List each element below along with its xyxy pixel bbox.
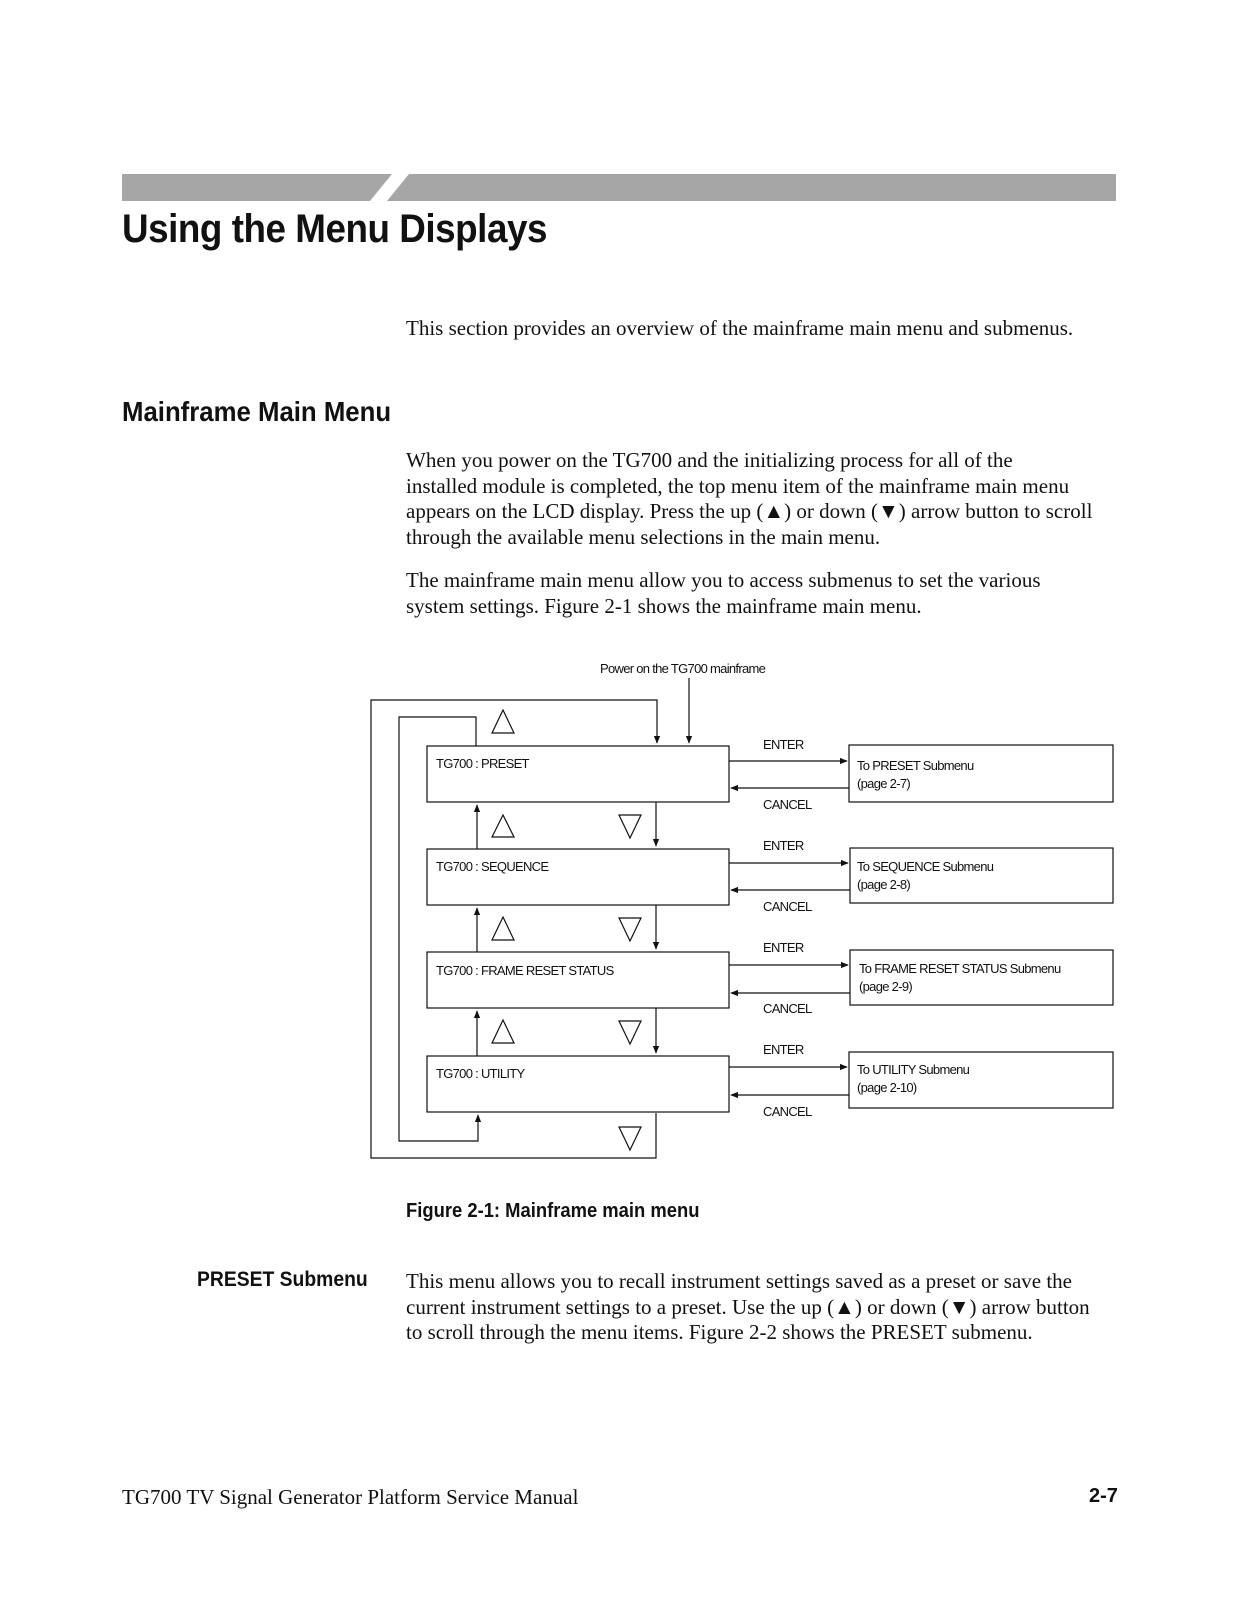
section-banner	[0, 0, 1237, 210]
paragraph-power-on	[406, 448, 1126, 550]
banner-bar-left	[122, 174, 392, 201]
down-triangle-icon	[619, 1021, 641, 1044]
down-triangle-icon	[619, 918, 641, 941]
submenu-box-utility	[849, 1052, 1113, 1108]
menu-box-sequence	[427, 849, 729, 905]
paragraph-line: This menu allows you to recall instrument settings saved as a preset or save the	[406, 1269, 1073, 1293]
preset-submenu-heading: PRESET Submenu	[197, 1268, 368, 1291]
menu-label-sequence: TG700 : SEQUENCE	[436, 859, 549, 874]
paragraph-line: current instrument settings to a preset. Use the up (▲) or down (▼) arrow button	[406, 1294, 1090, 1319]
cancel-label: CANCEL	[763, 1001, 812, 1016]
menu-box-frame-reset-status	[427, 952, 729, 1008]
submenu-box-preset	[849, 745, 1113, 802]
paragraph-line: system settings. Figure 2-1 shows the mainframe main menu.	[406, 593, 922, 618]
banner-bar-right	[387, 174, 1116, 201]
power-on-label: Power on the TG700 mainframe	[600, 661, 766, 676]
menu-label-utility: TG700 : UTILITY	[436, 1066, 525, 1081]
submenu-target-preset: To PRESET Submenu	[857, 758, 974, 773]
submenu-box-sequence	[850, 848, 1113, 903]
submenu-target-utility: To UTILITY Submenu	[857, 1062, 970, 1077]
page-number: 2-7	[1089, 1485, 1118, 1507]
submenu-page-preset: (page 2-7)	[857, 776, 910, 791]
submenu-target-frame-reset-status: To FRAME RESET STATUS Submenu	[859, 961, 1061, 976]
up-triangle-icon	[492, 710, 514, 733]
up-triangle-icon	[492, 917, 514, 940]
menu-label-frame-reset-status: TG700 : FRAME RESET STATUS	[436, 963, 614, 978]
enter-label: ENTER	[763, 737, 804, 752]
submenu-page-frame-reset-status: (page 2-9)	[859, 979, 912, 994]
paragraph-line: When you power on the TG700 and the initializing process for all of the	[406, 448, 1013, 472]
submenu-page-utility: (page 2-10)	[857, 1080, 917, 1095]
paragraph-line: appears on the LCD display. Press the up (▲) or down (▼) arrow button to scroll	[406, 499, 1093, 523]
down-triangle-icon	[619, 815, 641, 838]
paragraph-line: The mainframe main menu allow you to access submenus to set the various	[406, 568, 1041, 592]
enter-label: ENTER	[763, 940, 804, 955]
subheading-mainframe-main-menu: Mainframe Main Menu	[122, 396, 392, 427]
enter-label: ENTER	[763, 838, 804, 853]
cancel-label: CANCEL	[763, 1104, 812, 1119]
wrap-line-inner	[399, 717, 478, 1141]
paragraph-line: installed module is completed, the top menu item of the mainframe main menu	[406, 473, 1070, 498]
up-triangle-icon	[492, 1020, 514, 1043]
menu-label-preset: TG700 : PRESET	[436, 756, 529, 771]
section-title: Using the Menu Displays	[122, 207, 547, 251]
down-triangle-icon	[619, 1127, 641, 1150]
cancel-label: CANCEL	[763, 797, 812, 812]
wrap-line-outer	[371, 700, 657, 1158]
intro-paragraph: This section provides an overview of the mainframe main menu and submenus.	[406, 316, 1074, 340]
cancel-label: CANCEL	[763, 899, 812, 914]
menu-box-utility	[427, 1056, 729, 1112]
paragraph-line: to scroll through the menu items. Figure 2-2 shows the PRESET submenu.	[406, 1320, 1033, 1344]
paragraph-line: through the available menu selections in the main menu.	[406, 524, 881, 549]
up-triangle-icon	[492, 815, 514, 837]
menu-box-preset	[427, 746, 729, 802]
submenu-box-frame-reset-status	[850, 950, 1113, 1005]
paragraph-preset-submenu	[406, 1269, 1126, 1346]
paragraph-submenus	[406, 568, 1126, 619]
submenu-page-sequence: (page 2-8)	[857, 877, 910, 892]
submenu-target-sequence: To SEQUENCE Submenu	[857, 859, 994, 874]
enter-label: ENTER	[763, 1042, 804, 1057]
footer-manual-title: TG700 TV Signal Generator Platform Service Manual	[122, 1485, 579, 1509]
figure-caption: Figure 2-1: Mainframe main menu	[406, 1200, 700, 1222]
